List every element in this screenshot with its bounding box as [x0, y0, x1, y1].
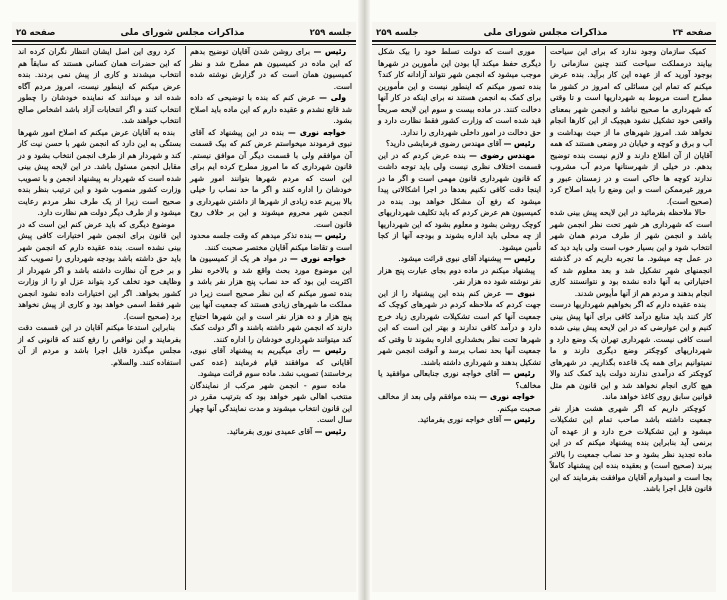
paragraph-text: بنده عقیده دارم که اگر بخواهیم شهرداریها درست کار کنند باید منابع درآمد کافی برای آنها پیش بینی کنیم و این عوارضی که در این لایحه پیش بینی شده است کافی نیست. شهرداری تهران یک وضع دارد و شهرداریهای کوچکتر وضع دیگری دارند و ما نمیتوانیم برای همه یک قاعده بگذاریم. در شهرهای کوچکتر که درآمدی ندارند دولت باید کمک کند والا هیچ کاری انجام نخواهد شد و این قانون هم مثل قوانین سابق روی کاغذ خواهد ماند.	[550, 300, 712, 401]
speaker-name: ولی —	[319, 93, 346, 102]
speaker-name: مهندس رضوی —	[469, 150, 536, 160]
paragraph-text: بنده به آقایان عرض میکنم که اصلاح امور شهرها بستگی به این دارد که انجمن شهر با حسن نیت کار کند و شهردار هم از طرف انجمن انتخاب بشود و در مقابل انجمن مسئول باشد. در این لایحه پیش بینی شده است که شهردار به پیشنهاد انجمن و با تصویب وزارت کشور منصوب شود و این ترتیب بنظر بنده صحیح است زیرا از یک طرف نظر مردم رعایت میشود و از طرف دیگر دولت هم نظارت دارد.	[18, 127, 181, 217]
paragraph-text: بنده موافقم ولی بعد از مخالف صحبت میکنم.	[378, 392, 541, 413]
paragraph-text: برای روشن شدن آقایان توضیح بدهم که این ماده در کمیسیون هم مطرح شد و نظر کمیسیون همان است که در گزارش نوشته شده است.	[190, 47, 352, 91]
paragraph	[190, 345, 352, 380]
paragraph-text: آقای عمیدی نوری بفرمائید.	[226, 426, 313, 436]
paragraph	[550, 207, 712, 299]
paragraph-text: آقای خواجه نوری بفرمائید.	[417, 415, 502, 424]
paragraph-text: موضوع دیگری که باید عرض کنم این است که در این قانون برای انجمن شهر اختیارات کافی پیش بینی نشده است. بنده عقیده دارم که انجمن شهر باید حق داشته باشد بودجه شهرداری را تصویب کند و بر خرج آن نظارت داشته باشد و اگر شهردار از وظایف خود تخلف کرد بتواند عزل او را از وزارت کشور بخواهد. اگر این اختیارات داده نشود انجمن شهر فقط اسمی خواهد بود و کاری از پیش نخواهد برد (صحیح است).	[18, 219, 181, 321]
speaker-name: رئیس —	[314, 426, 346, 436]
paragraph	[550, 299, 712, 403]
speaker-name: رئیس —	[313, 47, 346, 56]
paragraph-text: بنابراین استدعا میکنم آقایان در این قسمت دقت بفرمایند و این نواقص را رفع کنند که قانونی که از مجلس میگذرد قابل اجرا باشد و مردم از آن استفاده کنند. والسلام.	[18, 323, 181, 367]
paragraph	[190, 426, 352, 438]
paragraph-text: بنده عرض کردم که در این قسمت اختلاف نظری نیست ولی باید توجه داشت که قانون شهرداری قانون مهمی است و اگر ما در اینجا دقت کافی نکنیم بعدها در اجرا اشکالاتی پیدا میشود که رفع آن مشکل خواهد بود. بنده در کمیسیون هم عرض کردم که باید تکلیف شهرداریهای کوچک روشن بشود و معلوم بشود که این شهرداریها از چه محلی باید اداره بشوند و بودجه آنها از کجا تأمین میشود.	[378, 150, 541, 252]
paragraph	[190, 380, 352, 426]
speaker-name: رئیس —	[312, 346, 347, 355]
text-column-left	[374, 46, 545, 590]
speaker-name: خواجه نوری —	[288, 127, 347, 137]
paragraph-text: رأی میگیریم به پیشنهاد آقای نبوی، آقایانی که موافقند قیام فرمایند (عده کمی برخاستند) تصویب نشد. ماده سوم قرائت میشود.	[190, 346, 352, 378]
paragraph	[378, 391, 541, 414]
page-number: صفحه ۲۵	[16, 28, 56, 38]
paragraph	[18, 322, 181, 368]
page-right	[372, 22, 716, 592]
paragraph	[18, 46, 181, 127]
paragraph	[378, 288, 541, 369]
paragraph	[190, 230, 352, 253]
speaker-name: نبوی —	[505, 288, 535, 298]
paragraph	[378, 253, 541, 265]
paragraph-text: پیشنهاد آقای نبوی قرائت میشود.	[398, 254, 502, 263]
speaker-name: رئیس —	[503, 139, 535, 148]
paragraph	[378, 414, 541, 426]
paragraph-text: بنده در این پیشنهاد که آقای نبوی فرمودند میخواستم عرض کنم که بیک قسمت آن موافقم ولی با قسمت دیگر آن موافق نیستم. قانون شهرداری که ما امروز مطرح کرده ایم برای این است که مردم شهرها بتوانند امور شهر خودشان را اداره کنند و اگر ما حد نصاب را خیلی بالا ببریم عده زیادی از شهرها از داشتن شهرداری و انجمن شهر محروم میشوند و این بر خلاف روح قانون است.	[190, 127, 352, 229]
paragraph	[190, 46, 352, 92]
publication-title: مذاکرات مجلس شورای ملی	[120, 28, 245, 38]
page-left	[12, 22, 356, 592]
session-number: جلسه ۲۵۹	[309, 28, 352, 38]
session-number: جلسه ۲۵۹	[376, 28, 419, 38]
paragraph-text: آقای مهندس رضوی فرمایشی دارید؟	[385, 139, 502, 148]
paragraph	[378, 368, 541, 391]
book-gutter	[358, 0, 370, 600]
text-columns	[372, 46, 716, 590]
paragraph-text: موری است که دولت تسلط خود را بیک شکل دیگری حفظ میکند آیا بودن این مأمورین در شهرها موجب میشود که انجمن شهر نتواند آزادانه کار کند؟ بنده تصور میکنم که اینطور نیست و این مأمورین برای کمک به انجمن هستند نه برای اینکه در کار آنها دخالت کنند. در ماده بیست و سوم این لایحه صریحاً قید شده است که وزارت کشور فقط نظارت دارد و حق دخالت در امور داخلی شهرداری را ندارد.	[378, 47, 541, 137]
paragraph	[190, 92, 352, 127]
paragraph-text: عرض کنم بنده این پیشنهاد را از این جهت کردم که ملاحظه کردم در شهرهای کوچک که جمعیت آنها کم است تشکیلات شهرداری زیاد خرج دارد و درآمد کافی ندارند و بهتر این است که این شهرها تحت نظر بخشداری اداره بشوند تا وقتی که جمعیت آنها بحد نصاب برسد و آنوقت انجمن شهر تشکیل بدهند و شهرداری داشته باشند.	[378, 288, 541, 367]
paragraph	[18, 219, 181, 323]
paragraph-text: آقای خواجه نوری جنابعالی موافقید یا مخالف؟	[378, 369, 541, 390]
page-header	[12, 22, 356, 42]
page-number: صفحه ۲۴	[672, 28, 712, 38]
speaker-name: رئیس —	[314, 231, 346, 240]
text-column-right	[185, 46, 356, 590]
publication-title: مذاکرات مجلس شورای ملی	[483, 28, 608, 38]
speaker-name: خواجه نوری —	[289, 254, 347, 263]
text-column-left	[14, 46, 185, 590]
paragraph-text: حالا ملاحظه بفرمائید در این لایحه پیش بینی شده است که شهرداری هر شهر تحت نظر انجمن شهر باشد و انجمن شهر از طرف مردم همان شهر انتخاب شود و این بسیار خوب است ولی باید دید که در عمل چه میشود. ما تجربه داریم که در گذشته انجمنهای شهر تشکیل شد و بعد معلوم شد که اختیاراتی به آنها داده نشده بود و نتوانستند کاری انجام بدهند و مردم هم از آنها مأیوس شدند.	[550, 208, 712, 298]
paragraph	[190, 253, 352, 345]
page-header	[372, 22, 716, 42]
text-column-right	[545, 46, 716, 590]
paragraph-text: کمیک سازمان وجود ندارد که برای این سیاحت بیایند درمملکت سیاحت کنند چنین سازمانی را بوجود آورید که از عهده این کار برآید. بنده عرض میکنم که تمام این مسائلی که امروز در کشور ما مطرح است مربوط به شهرداریها است و تا وقتی که شهرداری ما صحیح نباشد و انجمن شهر بمعنای واقعی خود تشکیل نشود هیچیک از این کارها انجام نخواهد شد. امروز شهرهای ما از حیث بهداشت و آب و برق و کوچه و خیابان در وضعی هستند که همه آقایان از آن اطلاع دارند و لازم نیست بنده توضیح بدهم. در خیلی از شهرستانها مردم آب مشروب ندارند کوچه ها خاکی است و در زمستان عبور و مرور غیرممکن است و این وضع را باید اصلاح کرد (صحیح است).	[550, 47, 712, 206]
paragraph	[378, 138, 541, 150]
paragraph-text: کوچکتر داریم که اگر شهری هشت هزار نفر جمعیت داشته باشد صاحب تمام این تشکیلات میشود و این تشکیلات خرج دارد و از عهده آن برنمی آید بنابراین بنده پیشنهاد میکنم که در این ماده تجدید نظر بشود و حد نصاب جمعیت را بالاتر ببرند (صحیح است) و بعقیده بنده این پیشنهاد کاملاً بجا است و امیدوارم آقایان موافقت بفرمایند که این قانون قابل اجرا باشد.	[550, 403, 712, 493]
paragraph-text: عرض کنم که بنده با توضیحی که داده شد قانع نشدم و عقیده دارم که این ماده باید اصلاح بشود.	[190, 93, 352, 125]
paragraph-text: کرد روی این اصل ایشان انتظار نگران کرده اند که این حضرات همان کسانی هستند که سابقاً هم انتخاب میشدند و کاری از پیش نمی بردند. بنده عرض میکنم که اینطور نیست، امروز مردم آگاه شده اند و میدانند که نماینده خودشان را چطور انتخاب کنند و اگر انتخابات آزاد باشد اشخاص صالح انتخاب خواهند شد.	[18, 47, 181, 125]
text-columns	[12, 46, 356, 590]
paragraph	[190, 127, 352, 231]
paragraph-text: ماده سوم - انجمن شهر مرکب از نمایندگان منتخب اهالی شهر خواهد بود که بترتیب مقرر در این قانون انتخاب میشوند و مدت نمایندگی آنها چهار سال است.	[190, 380, 352, 424]
paragraph	[378, 46, 541, 138]
speaker-name: رئیس —	[503, 254, 535, 263]
speaker-name: رئیس —	[502, 369, 535, 378]
paragraph	[378, 265, 541, 288]
paragraph-text: پیشنهاد میکنم در ماده دوم بجای عبارت پنج هزار نفر نوشته شود ده هزار نفر.	[378, 265, 541, 286]
speaker-name: خواجه نوری —	[479, 392, 535, 401]
paragraph	[550, 46, 712, 207]
paragraph-text: بنده تذکر میدهم که وقت جلسه محدود است و تقاضا میکنم آقایان مختصر صحبت کنند.	[190, 231, 352, 252]
paragraph-text: در مواد هر یک از کمیسیون ها این موضوع مورد بحث واقع شد و بالاخره نظر اکثریت این بود که حد نصاب پنج هزار نفر باشد و بنده تصور میکنم که این نظر صحیح است زیرا در مملکت ما شهرهای زیادی هستند که جمعیت آنها بین پنج هزار و ده هزار نفر است و این شهرها احتیاج دارند که انجمن شهر داشته باشند و اگر دولت کمک کند میتوانند شهرداری خودشان را اداره کنند.	[190, 254, 352, 344]
paragraph	[378, 150, 541, 254]
paragraph	[550, 403, 712, 495]
speaker-name: رئیس —	[503, 415, 535, 424]
paragraph	[18, 127, 181, 219]
